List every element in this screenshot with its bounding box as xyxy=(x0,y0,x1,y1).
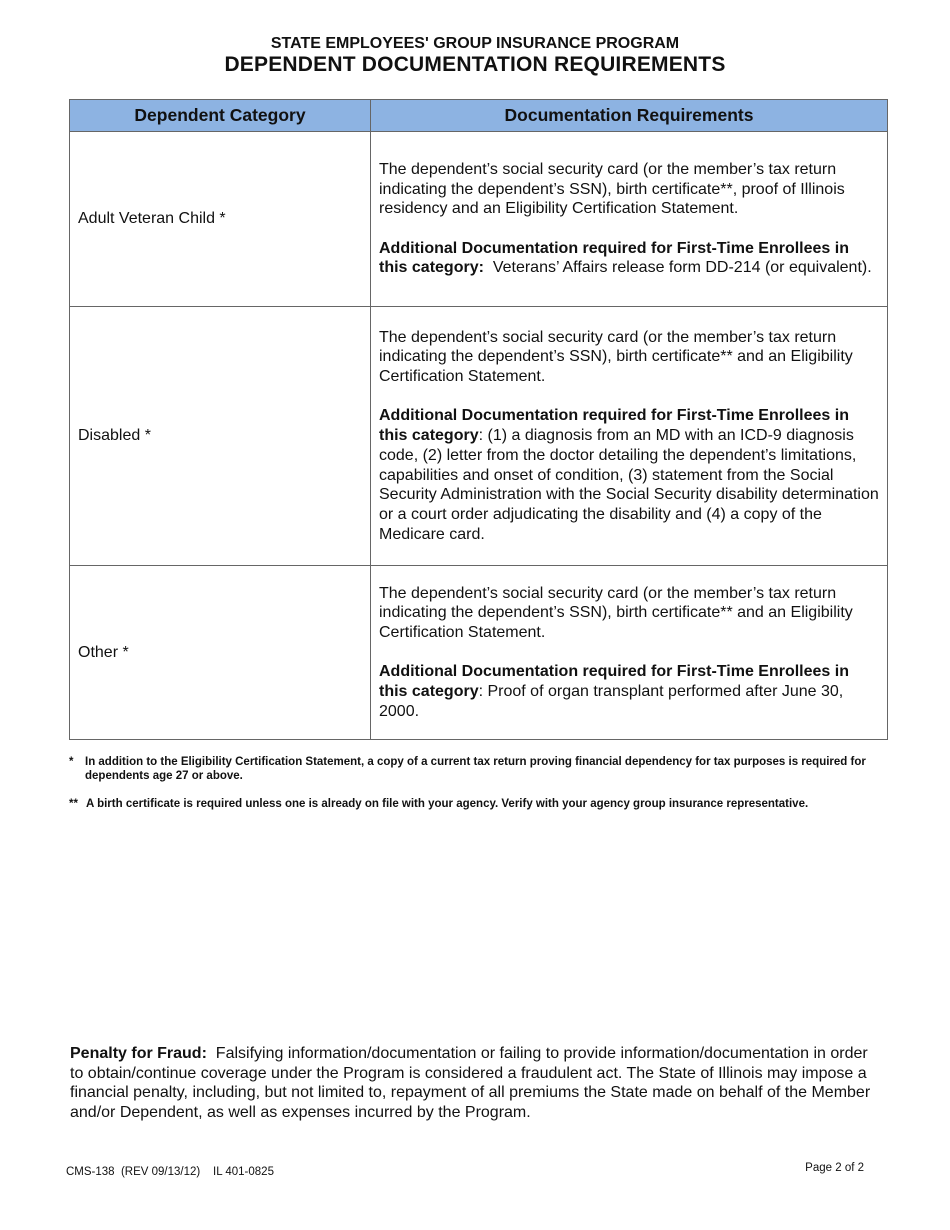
additional-requirement xyxy=(379,662,879,721)
additional-requirement xyxy=(379,239,879,278)
table-row-disabled xyxy=(70,307,888,566)
document-title: DEPENDENT DOCUMENTATION REQUIREMENTS xyxy=(224,53,726,76)
additional-text: Veterans’ Affairs release form DD-214 (or equivalent). xyxy=(492,259,872,277)
documentation-requirements-table xyxy=(69,99,888,740)
page-header xyxy=(0,34,950,77)
additional-text: : Proof of organ transplant performed after June 30, 2000. xyxy=(379,683,844,720)
footnote-text: A birth certificate is required unless one is already on file with your agency. Verify with your agency group insurance representative. xyxy=(86,798,809,810)
additional-label: Additional Documentation required for First-Time Enrollees in this category: xyxy=(379,239,849,277)
additional-text: : (1) a diagnosis from an MD with an ICD-9 diagnosis code, (2) letter from the doctor detailing the dependent’s limitations, capabilities and onset of condition, (3) statement from the Social Security Administration with the Social Security disability determination or a court order adjudicating the disability and (4) a copy of the Medicare card. xyxy=(379,427,879,543)
additional-requirement xyxy=(379,406,879,544)
footnote-single-asterisk xyxy=(69,755,889,783)
penalty-label: Penalty for Fraud: xyxy=(70,1045,207,1062)
form-identifier: CMS-138 (REV 09/13/12) IL 401-0825 xyxy=(66,1166,274,1178)
category-cell: Other * xyxy=(70,566,371,740)
requirement-text: The dependent’s social security card (or the member’s tax return indicating the dependent’s SSN), birth certificate**, proof of Illinois residency and an Eligibility Certification Statement. xyxy=(379,160,845,218)
footnote-text: In addition to the Eligibility Certification Statement, a copy of a current tax return proving financial dependency for tax purposes is required for dependents age 27 or above. xyxy=(85,756,866,782)
column-header-requirements: Documentation Requirements xyxy=(371,100,888,132)
program-title: STATE EMPLOYEES' GROUP INSURANCE PROGRAM xyxy=(270,35,680,52)
footnote-mark: * xyxy=(69,756,74,768)
footnotes xyxy=(69,755,889,825)
requirements-cell xyxy=(371,566,888,740)
page-number: Page 2 of 2 xyxy=(805,1162,864,1174)
table-row-adult-veteran-child xyxy=(70,132,888,307)
column-header-category: Dependent Category xyxy=(70,100,371,132)
additional-label: Additional Documentation required for First-Time Enrollees in this category xyxy=(379,407,849,445)
footnote-double-asterisk xyxy=(69,797,889,811)
penalty-text: Falsifying information/documentation or failing to provide information/documentation in order to obtain/continue coverage under the Program is considered a fraudulent act. The State of Illinois may impose a financial penalty, including, but not limited to, repayment of all premiums the State made on behalf of the Member and/or Dependent, as well as expenses incurred by the Program. xyxy=(70,1045,871,1122)
table-row-other xyxy=(70,566,888,740)
requirement-text: The dependent’s social security card (or the member’s tax return indicating the dependent’s SSN), birth certificate** and an Eligibility Certification Statement. xyxy=(379,584,853,641)
requirements-cell xyxy=(371,132,888,307)
additional-label: Additional Documentation required for First-Time Enrollees in this category xyxy=(379,663,849,701)
requirement-text: The dependent’s social security card (or the member’s tax return indicating the dependent’s SSN), birth certificate** and an Eligibility Certification Statement. xyxy=(379,328,853,386)
footnote-mark: ** xyxy=(69,798,78,810)
category-cell: Adult Veteran Child * xyxy=(70,132,371,307)
table-header-row xyxy=(70,100,888,132)
penalty-for-fraud xyxy=(70,1044,882,1123)
requirements-cell xyxy=(371,307,888,566)
category-cell: Disabled * xyxy=(70,307,371,566)
